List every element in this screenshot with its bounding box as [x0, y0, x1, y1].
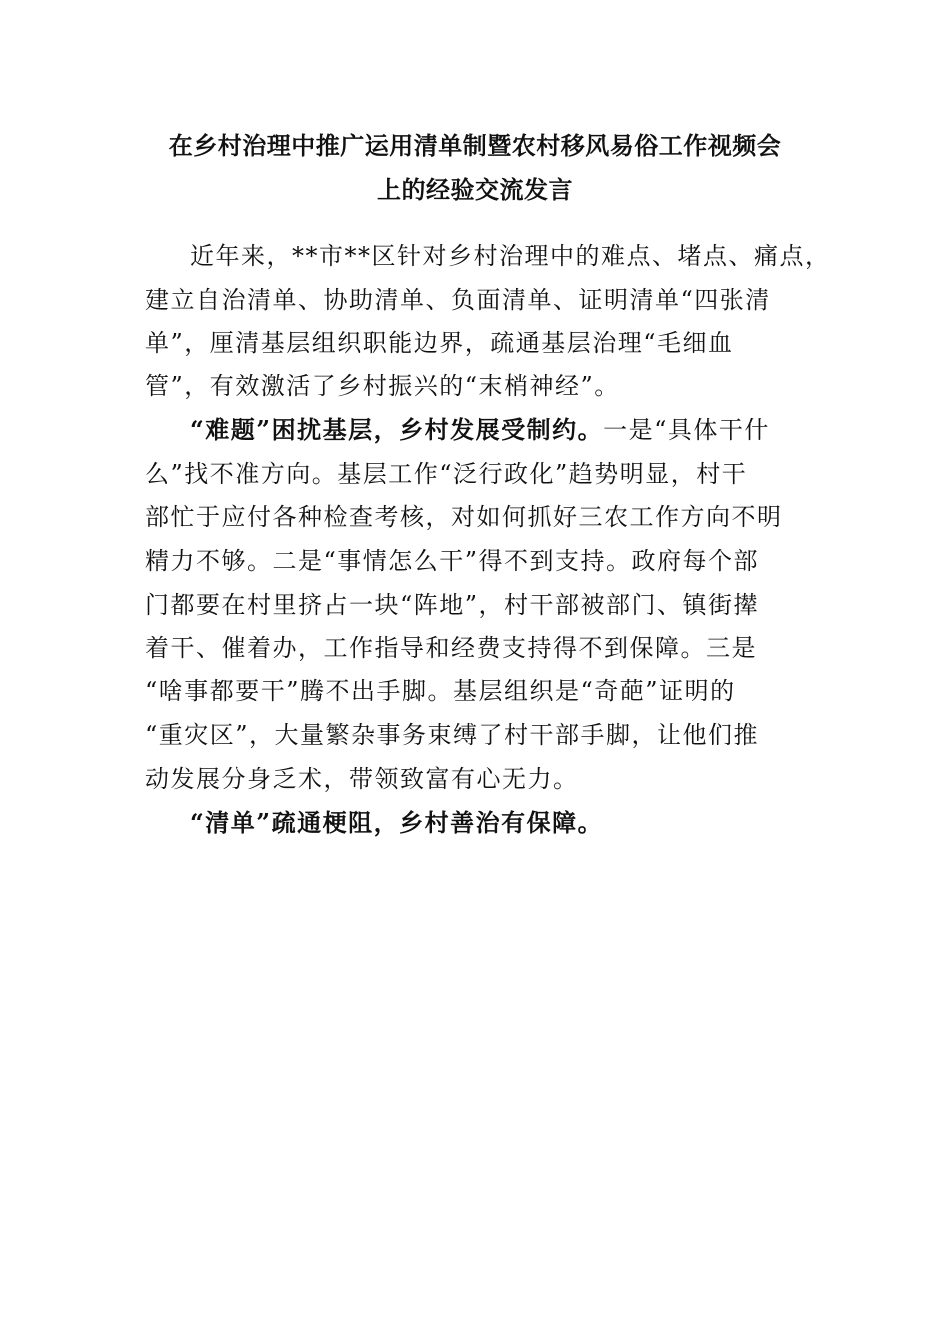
- intro-line: 管”，有效激活了乡村振兴的“末梢神经”。: [145, 372, 620, 400]
- intro-line: 建立自治清单、协助清单、负面清单、证明清单“四张清: [145, 286, 771, 314]
- section1-line: “啥事都要干”腾不出手脚。基层组织是“奇葩”证明的: [145, 677, 736, 705]
- section1-line: 动发展分身乏术，带领致富有心无力。: [145, 765, 579, 793]
- document-title-line-2: 上的经验交流发言: [377, 175, 573, 204]
- intro-line: 单”，厘清基层组织职能边界，疏通基层治理“毛细血: [145, 329, 734, 357]
- section2-heading: “清单”疏通梗阻，乡村善治有保障。: [190, 808, 604, 837]
- section1-line: 着干、催着办，工作指导和经费支持得不到保障。三是: [145, 634, 757, 662]
- section1-line: “重灾区”，大量繁杂事务束缚了村干部手脚，让他们推: [145, 721, 760, 749]
- section1-first-line: [190, 410, 825, 445]
- section1-heading: “难题”困扰基层，乡村发展受制约。: [190, 415, 604, 444]
- section1-line: 精力不够。二是“事情怎么干”得不到支持。政府每个部: [145, 547, 760, 575]
- section1-line: 门都要在村里挤占一块“阵地”，村干部被部门、镇街撵: [145, 591, 760, 619]
- section1-line: 么”找不准方向。基层工作“泛行政化”趋势明显，村干: [145, 460, 748, 488]
- section1-text: 一是“具体干什: [603, 416, 770, 444]
- intro-line: 近年来，**市**区针对乡村治理中的难点、堵点、痛点，: [190, 242, 831, 270]
- section1-line: 部忙于应付各种检查考核，对如何抓好三农工作方向不明: [145, 503, 783, 531]
- document-title-line-1: 在乡村治理中推广运用清单制暨农村移风易俗工作视频会: [168, 131, 782, 160]
